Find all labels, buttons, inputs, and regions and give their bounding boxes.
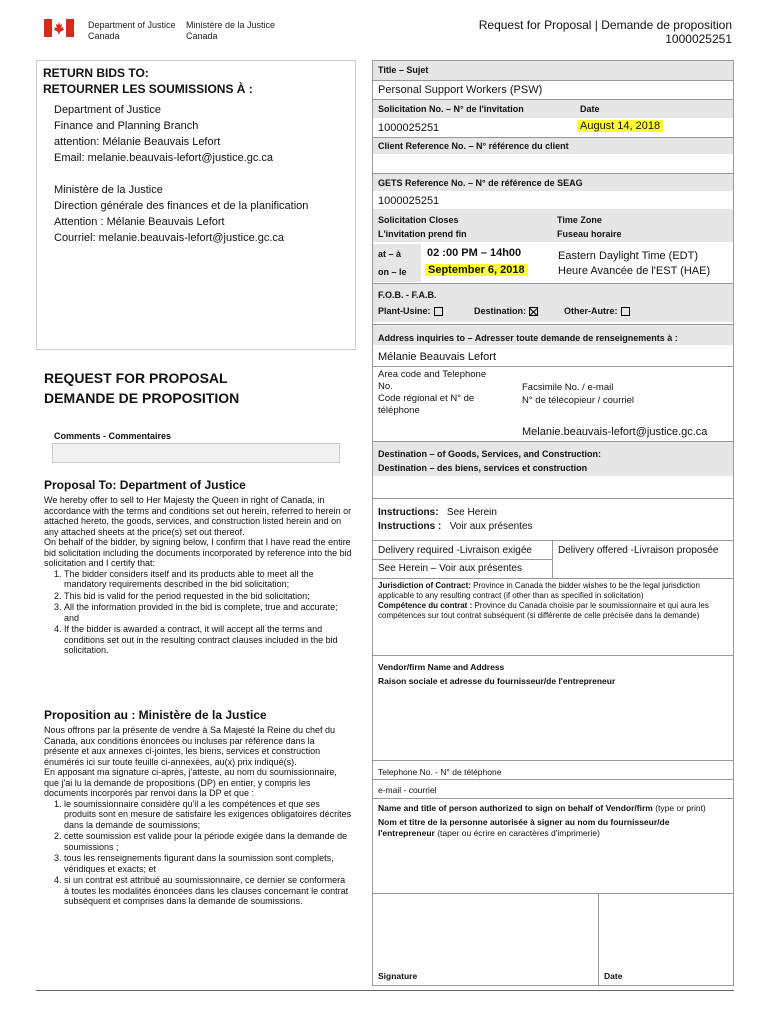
name-title-hint-fr: (taper ou écrire en caractères d'imprimerie) <box>434 828 600 838</box>
delivery-offered-label: Delivery offered -Livraison proposée <box>558 545 719 556</box>
closes-label <box>378 213 467 241</box>
dept-fr <box>186 20 275 42</box>
proposal-fr-section <box>44 708 352 908</box>
jurisdiction-text-fr: Province du Canada choisie par le soumissionnaire et qui aura les compétences sur tout contrat subséquent (si différente de celle précisée dans la demande) <box>378 601 709 620</box>
proposal-en-para2: On behalf of the bidder, by signing below, I confirm that I have read the entire bid solicitation including the documents incorporated by reference into the bid solicitation and I certify that: <box>44 537 352 568</box>
instructions-value-en: See Herein <box>446 507 497 518</box>
canada-flag-icon <box>44 19 74 37</box>
vendor-label-en: Vendor/firm Name and Address <box>378 662 505 672</box>
list-item: 4. si un contrat est attribué au soumissionnaire, ce dernier se conformera à toutes les modalités énoncées dans les clauses concernant le contrat subséquent et comprises dans la demande de soumissions. <box>64 875 352 907</box>
list-item: 3. All the information provided in the bid is complete, true and accurate; and <box>64 602 352 623</box>
tz-label <box>557 213 622 241</box>
vendor-label-fr: Raison sociale et adresse du fournisseur/de l'entrepreneur <box>378 676 616 686</box>
closing-date-value[interactable]: September 6, 2018 <box>425 264 528 276</box>
return-en-line: Department of Justice <box>54 104 161 116</box>
return-en-line: Finance and Planning Branch <box>54 120 199 132</box>
signature-field[interactable] <box>374 895 596 965</box>
fax-fr: N° de télécopieur / courriel <box>522 395 635 406</box>
return-bids-en <box>54 102 273 166</box>
fax-label <box>522 381 634 407</box>
proposal-en-heading: Proposal To: Department of Justice <box>44 478 246 492</box>
closing-time-value[interactable]: 02 :00 PM – 14h00 <box>427 247 522 259</box>
list-item: 3. tous les renseignements figurant dans la soumission sont complets, véridiques et exacts; et <box>64 853 352 874</box>
rfp-title-en: REQUEST FOR PROPOSAL <box>44 370 228 386</box>
name-title-label <box>378 803 728 839</box>
doc-header <box>479 18 732 46</box>
return-bids-box <box>36 60 356 350</box>
email-label: e-mail - courriel <box>378 785 437 795</box>
tz-value <box>558 249 710 279</box>
return-en-line: Email: melanie.beauvais-lefort@justice.gc.ca <box>54 152 274 164</box>
return-bids-heading-fr: RETOURNER LES SOUMISSIONS À : <box>43 82 253 96</box>
footer-rule <box>36 990 734 991</box>
tz-value-en: Eastern Daylight Time (EDT) <box>558 250 698 262</box>
other-checkbox[interactable] <box>621 307 630 316</box>
signature-label: Signature <box>378 971 418 981</box>
return-fr-line: Direction générale des finances et de la planification <box>54 200 309 212</box>
return-bids-heading-en: RETURN BIDS TO: <box>43 66 149 80</box>
solicitation-value[interactable]: 1000025251 <box>378 122 440 134</box>
return-bids-fr <box>54 182 308 246</box>
jurisdiction-text-en: Province in Canada the bidder wishes to be the legal jurisdiction applicable to any resulting contract (if other than as specified in solicitation) <box>378 581 700 600</box>
proposal-en-list <box>44 569 352 656</box>
signature-date-field[interactable] <box>600 895 732 965</box>
list-item: 4. If the bidder is awarded a contract, it will accept all the terms and conditions set out in the resulting contract clauses included in the bid solicitation. <box>64 624 352 656</box>
destination-en: Destination – of Goods, Services, and Construction: <box>378 449 602 459</box>
dept-en-line2: Canada <box>88 31 120 41</box>
dept-fr-line2: Canada <box>186 31 218 41</box>
address-inquiries-label: Address inquiries to – Adresser toute demande de renseignements à : <box>378 333 678 343</box>
list-item: 2. This bid is valid for the period requested in the bid solicitation; <box>64 591 352 602</box>
tz-label-en: Time Zone <box>557 215 602 225</box>
gets-label: GETS Reference No. – N° de référence de SEAG <box>378 178 583 188</box>
name-title-label-en: Name and title of person authorized to sign on behalf of Vendor/firm <box>378 803 653 813</box>
instructions <box>378 506 533 534</box>
at-label: at – à <box>378 249 402 259</box>
dept-en <box>88 20 176 42</box>
fax-en: Facsimile No. / e-mail <box>522 382 614 393</box>
rfp-title-fr: DEMANDE DE PROPOSITION <box>44 390 240 406</box>
destination-section-label <box>378 447 601 475</box>
date-label: Date <box>580 104 600 114</box>
solicitation-label: Solicitation No. – N° de l'invitation <box>378 104 524 114</box>
closes-label-fr: L'invitation prend fin <box>378 229 467 239</box>
delivery-required-value[interactable]: See Herein – Voir aux présentes <box>378 563 522 574</box>
proposal-fr-para1: Nous offrons par la présente de vendre à Sa Majesté la Reine du chef du Canada, aux conditions énoncées ou incluses par référence dans la présente et aux annexes ci-jointes, les biens, services et construction énumérés ici sur toute feuille ci-annexées, au(x) prix indiqué(s). <box>44 725 336 767</box>
jurisdiction-label-fr: Compétence du contrat : <box>378 601 473 610</box>
delivery-required-label: Delivery required -Livraison exigée <box>378 545 532 556</box>
destination-label: Destination: <box>474 306 527 316</box>
tz-value-fr: Heure Avancée de l'EST (HAE) <box>558 265 711 277</box>
jurisdiction <box>378 581 728 621</box>
vendor-label <box>378 660 615 688</box>
gets-value[interactable]: 1000025251 <box>378 195 440 207</box>
date-value[interactable]: August 14, 2018 <box>577 120 663 132</box>
doc-number: 1000025251 <box>665 32 732 46</box>
proposal-fr-list <box>44 799 352 907</box>
fob-label: F.O.B. - F.A.B. <box>378 290 437 300</box>
telephone-label: Telephone No. - N° de téléphone <box>378 767 502 777</box>
tz-label-fr: Fuseau horaire <box>557 229 622 239</box>
address-inquiries-value[interactable]: Mélanie Beauvais Lefort <box>378 351 497 363</box>
on-label: on – le <box>378 267 407 277</box>
proposal-en-para1: We hereby offer to sell to Her Majesty the Queen in right of Canada, in accordance with the terms and conditions set out herein, referred to herein or attached hereto, the goods, services, and construction listed herein and on any attached sheets at the price(s) set out thereof. <box>44 495 352 537</box>
list-item: 1. le soumissionnaire considère qu'il a les compétences et que ses produits sont en mesure de satisfaire les exigences obligatoires décrites dans la demande de soumissions; <box>64 799 352 831</box>
dept-en-line1: Department of Justice <box>88 20 176 30</box>
vendor-field[interactable] <box>374 690 732 760</box>
proposal-en-section <box>44 478 352 657</box>
list-item: 1. The bidder considers itself and its products able to meet all the mandatory requirements described in the bid solicitation; <box>64 569 352 590</box>
destination-option[interactable] <box>474 306 538 316</box>
name-title-field[interactable] <box>374 852 732 892</box>
area-code-label <box>378 369 498 417</box>
return-fr-line: Attention : Mélanie Beauvais Lefort <box>54 216 225 228</box>
plant-usine[interactable] <box>378 306 443 316</box>
title-value[interactable]: Personal Support Workers (PSW) <box>378 84 543 96</box>
list-item: 2. cette soumission est valide pour la période exigée dans la demande de soumissions ; <box>64 831 352 852</box>
instructions-label-fr: Instructions : <box>378 521 442 532</box>
comments-label: Comments - Commentaires <box>54 431 172 441</box>
closes-label-en: Solicitation Closes <box>378 215 459 225</box>
client-ref-label: Client Reference No. – N° référence du client <box>378 141 569 151</box>
instructions-label-en: Instructions: <box>378 507 439 518</box>
destination-fr: Destination – des biens, services et construction <box>378 463 588 473</box>
jurisdiction-label-en: Jurisdiction of Contract: <box>378 581 471 590</box>
rfp-title <box>44 368 239 408</box>
name-title-label-fr: Nom et titre de la personne autorisée à signer au nom du fournisseur/de l'entrepreneur <box>378 817 670 838</box>
dept-fr-line1: Ministère de la Justice <box>186 20 276 30</box>
comments-field[interactable] <box>52 443 340 463</box>
name-title-hint-en: (type or print) <box>652 803 706 813</box>
inquiry-email-value[interactable]: Melanie.beauvais-lefort@justice.gc.ca <box>522 426 708 438</box>
plant-checkbox[interactable] <box>434 307 443 316</box>
proposal-fr-heading: Proposition au : Ministère de la Justice <box>44 708 267 722</box>
return-fr-line: Ministère de la Justice <box>54 184 163 196</box>
proposal-fr-para2: En apposant ma signature ci-après, j'atteste, au nom du soumissionnaire, que j'ai lu la demande de propositions (DP) en entier, y compris les documents incorporés par renvoi dans la DP et que : <box>44 767 337 798</box>
title-label: Title – Sujet <box>378 65 429 75</box>
return-en-line: attention: Mélanie Beauvais Lefort <box>54 136 221 148</box>
signature-date-label: Date <box>604 971 623 981</box>
return-fr-line: Courriel: melanie.beauvais-lefort@justice.gc.ca <box>54 232 285 244</box>
instructions-value-fr: Voir aux présentes <box>449 521 533 532</box>
destination-checkbox[interactable] <box>529 307 538 316</box>
area-code-fr: Code régional et N° de téléphone <box>378 393 475 416</box>
doc-title: Request for Proposal | Demande de proposition <box>478 18 732 32</box>
other-option[interactable] <box>564 306 630 316</box>
area-code-en: Area code and Telephone No. <box>378 369 487 392</box>
plant-label: Plant-Usine: <box>378 306 431 316</box>
other-label: Other-Autre: <box>564 306 618 316</box>
